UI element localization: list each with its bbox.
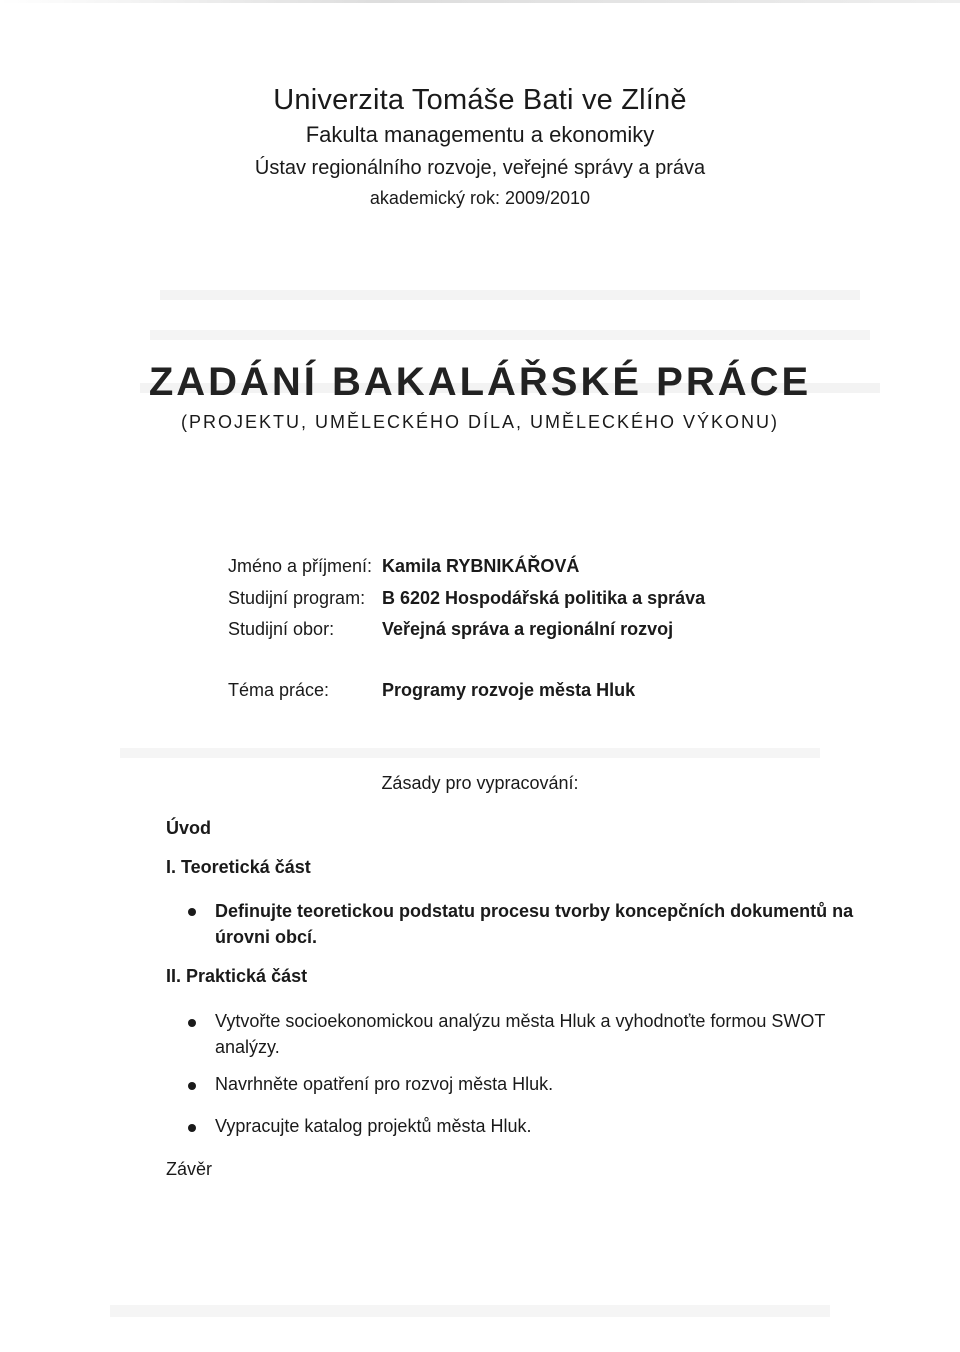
scan-edge [0,0,960,3]
section-intro: Úvod [166,818,211,838]
program-label: Studijní program: [228,588,366,608]
bullet-icon [188,1082,196,1090]
field-label: Studijní obor: [228,619,335,639]
academic-year: akademický rok: 2009/2010 [369,188,591,208]
program-value: B 6202 Hospodářská politika a správa [382,588,706,608]
field-value: Veřejná správa a regionální rozvoj [382,619,674,639]
bullet-icon [188,1124,196,1132]
institute-name: Ústav regionálního rozvoje, veřejné správy a práva [254,157,706,179]
faculty-name: Fakulta managementu a ekonomiky [305,122,655,147]
bullet-icon [188,1019,196,1027]
bullet-icon [188,908,196,916]
university-name: Univerzita Tomáše Bati ve Zlíně [273,84,687,116]
practice-bullet-3: Vypracujte katalog projektů města Hluk. [215,1116,532,1136]
topic-value: Programy rozvoje města Hluk [382,680,636,700]
section-theory: I. Teoretická část [166,857,311,877]
topic-label: Téma práce: [228,680,330,700]
practice-bullet-1: Vytvořte socioekonomickou analýzu města Hluk a vyhodnoťte formou SWOT analýzy. [215,1011,826,1057]
name-value: Kamila RYBNIKÁŘOVÁ [382,556,580,576]
section-practice: II. Praktická část [166,966,308,986]
section-conclusion: Závěr [166,1159,213,1179]
document-title: ZADÁNÍ BAKALÁŘSKÉ PRÁCE [148,360,812,404]
document-subtitle: (PROJEKTU, UMĚLECKÉHO DÍLA, UMĚLECKÉHO VÝKONU) [180,412,780,432]
theory-bullet: Definujte teoretickou podstatu procesu tvorby koncepčních dokumentů na úrovni obcí. [215,901,854,947]
guidelines-heading: Zásady pro vypracování: [381,773,579,793]
practice-bullet-2: Navrhněte opatření pro rozvoj města Hluk. [215,1074,554,1094]
name-label: Jméno a příjmení: [228,556,373,576]
